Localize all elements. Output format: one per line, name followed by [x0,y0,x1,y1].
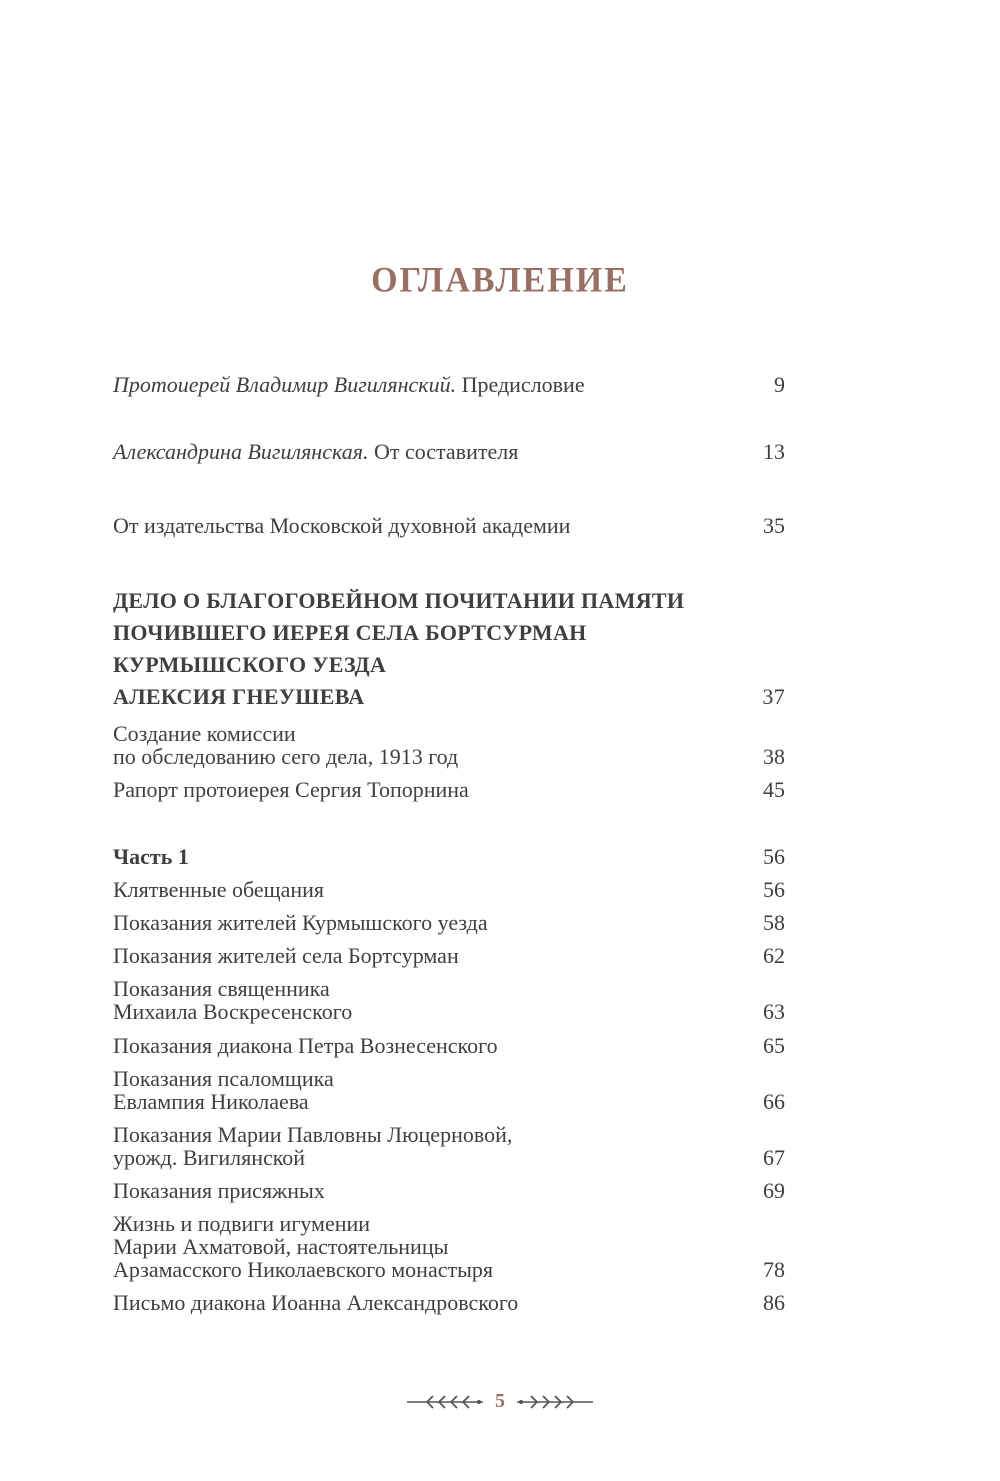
heading-line: КУРМЫШСКОГО УЕЗДА [113,652,387,677]
toc-entry [113,722,785,768]
toc-entry-line: Марии Ахматовой, настоятельницы [113,1234,449,1259]
toc-page-number: 38 [763,744,785,769]
toc-page-number: 69 [763,1178,785,1203]
toc-entry-line: урожд. Вигилянской [113,1145,306,1170]
toc-page-number: 56 [763,844,785,869]
toc-entry-line: Показания жителей Курмышского уезда [113,910,488,935]
toc-page-number: 63 [763,999,785,1024]
toc-entry-line: Создание комиссии [113,721,296,746]
toc-entry-line: Евлампия Николаева [113,1089,309,1114]
toc-entry-publisher [113,514,785,537]
toc-page-number: 62 [763,943,785,968]
toc-entry-line: Рапорт протоиерея Сергия Топорнина [113,777,469,802]
toc-page-number: 45 [763,777,785,802]
page-footer [0,1390,1000,1413]
toc-entry-compiler [113,440,785,463]
toc-entry-author: Протоиерей Владимир Вигилянский. [113,372,457,397]
toc-entry-line: Показания диакона Петра Вознесенского [113,1033,498,1058]
toc-page-number: 56 [763,877,785,902]
toc-entry-line: Клятвенные обещания [113,877,325,902]
toc-entry-title: От издательства Московской духовной академии [113,513,571,538]
toc-part-heading [113,845,785,868]
toc-entry-line: Письмо диакона Иоанна Александровского [113,1290,519,1315]
toc-entry-line: Показания присяжных [113,1178,325,1203]
toc-entry [113,1067,785,1113]
left-ornament-icon [407,1392,487,1412]
toc-page-number: 13 [763,439,785,464]
toc-page-number: 58 [763,910,785,935]
page-number: 5 [495,1390,505,1412]
toc-entry-line: Жизнь и подвиги игумении [113,1211,371,1236]
toc-entry [113,878,785,901]
toc-page-number: 86 [763,1290,785,1315]
toc-entry-line: по обследованию сего дела, 1913 год [113,744,459,769]
toc-entry [113,911,785,934]
toc-entry-line: Показания Марии Павловны Люцерновой, [113,1122,513,1147]
toc-entry-line: Показания жителей села Бортсурман [113,943,459,968]
right-ornament-icon [513,1392,593,1412]
toc-title: ОГЛАВЛЕНИЕ [371,261,629,300]
toc-entry [113,778,785,801]
toc-entry-title: От составителя [368,439,519,464]
toc-page-number: 67 [763,1145,785,1170]
heading-line: ПОЧИВШЕГО ИЕРЕЯ СЕЛА БОРТСУРМАН [113,620,587,645]
toc-entry-line: Михаила Воскресенского [113,999,353,1024]
toc-page-number: 35 [763,513,785,538]
toc-entry-line: Показания священника [113,976,330,1001]
toc-entry-line: Показания псаломщика [113,1066,334,1091]
toc-entry [113,1123,785,1169]
toc-entry [113,1291,785,1314]
toc-page-number: 37 [762,684,785,709]
toc-entry [113,944,785,967]
toc-entry-preface [113,373,785,396]
toc-page-number: 66 [763,1089,785,1114]
toc-entry-author: Александрина Вигилянская. [113,439,369,464]
part-label: Часть 1 [113,844,189,869]
toc-page-number: 9 [774,372,785,397]
toc-page-number: 65 [763,1033,785,1058]
toc-page-number: 78 [763,1257,785,1282]
toc-entry [113,1212,785,1281]
toc-entry-title: Предисловие [456,372,585,397]
toc-entry [113,1034,785,1057]
heading-line: ДЕЛО О БЛАГОГОВЕЙНОМ ПОЧИТАНИИ ПАМЯТИ [113,588,685,613]
heading-line: АЛЕКСИЯ ГНЕУШЕВА [113,684,365,709]
toc-entry-line: Арзамасского Николаевского монастыря [113,1257,493,1282]
toc-entry [113,977,785,1023]
toc-entry [113,1179,785,1202]
toc-section-heading [113,585,785,713]
